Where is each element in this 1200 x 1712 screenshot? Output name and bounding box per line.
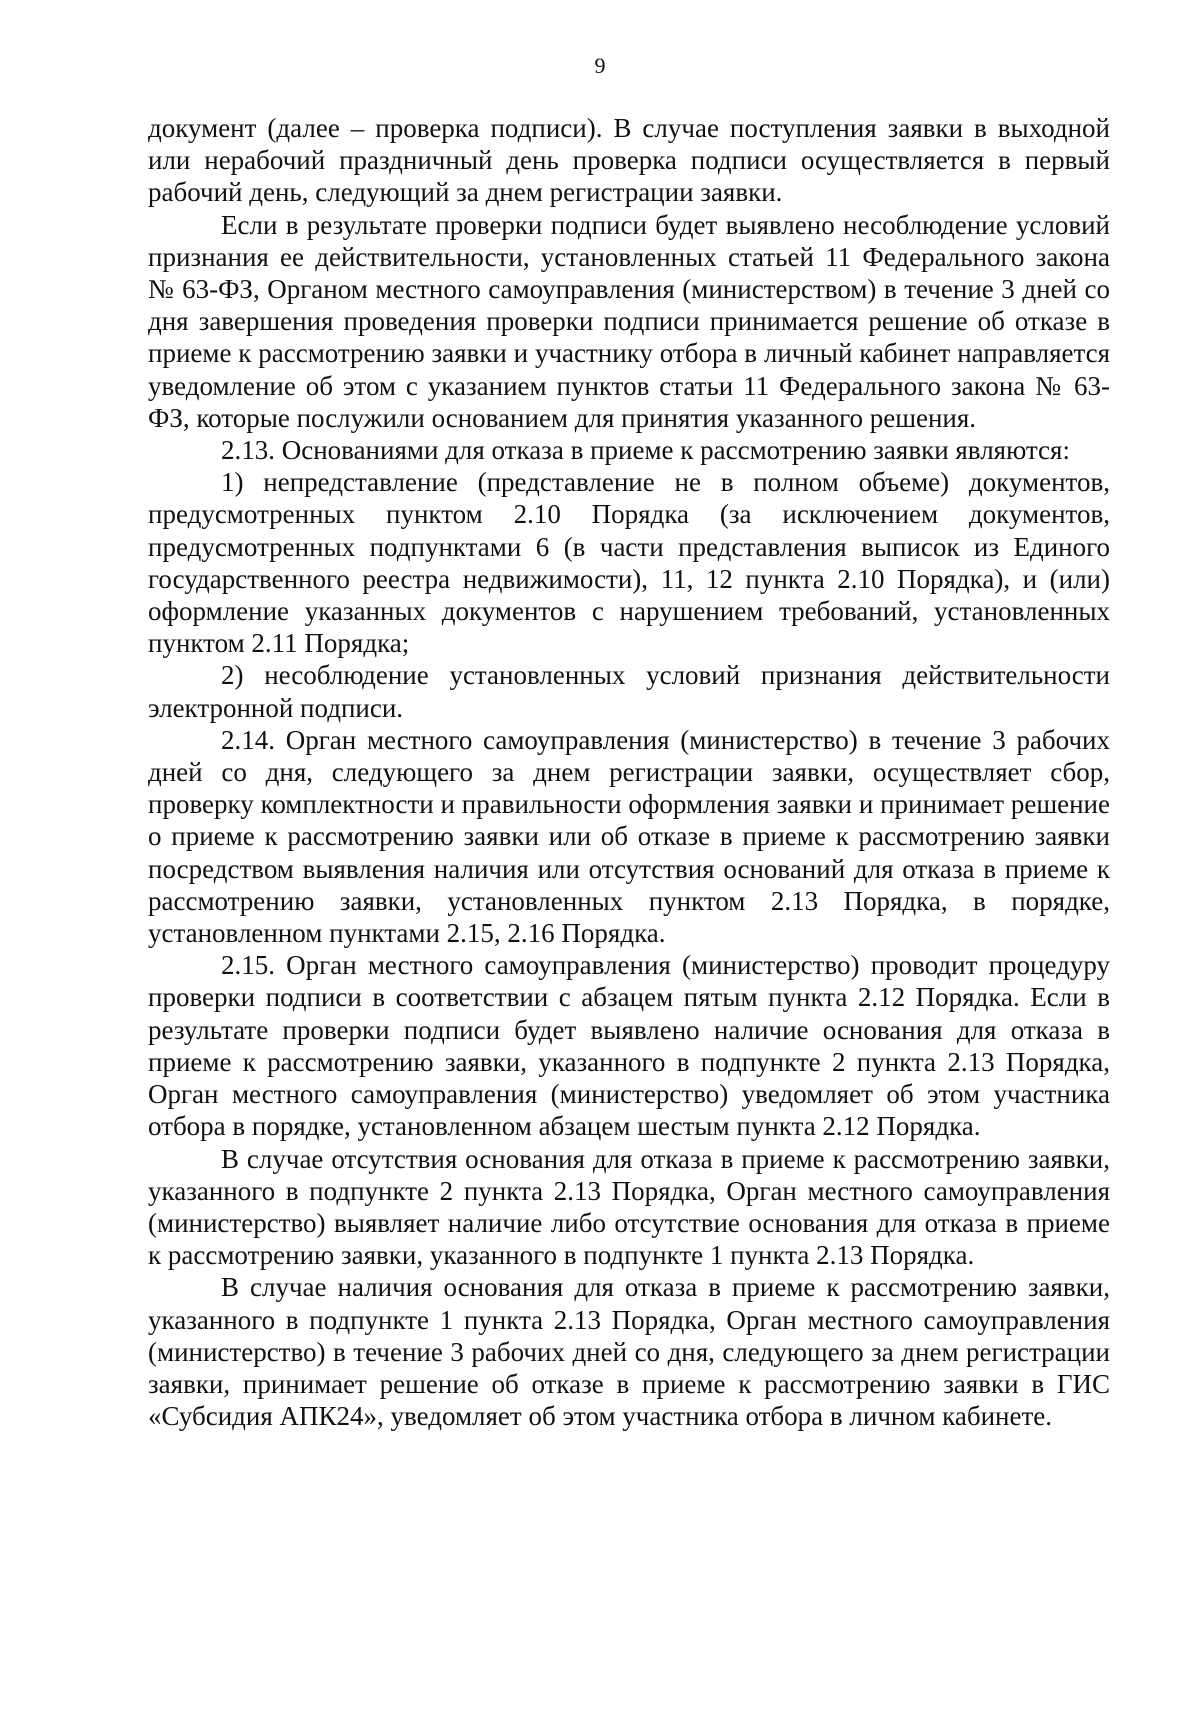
paragraph-signature-check-continuation: документ (далее – проверка подписи). В случае поступления заявки в выходной или нерабочий праздничный день проверка подписи осуществляется в первый рабочий день, следующий за днем регистрации заявки. — [148, 113, 1110, 208]
paragraph-2-13-item-1: 1) непредставление (представление не в полном объеме) документов, предусмотренных пунктом 2.10 Порядка (за исключением документов, предусмотренных подпунктами 6 (в части представления выписок из Единого государственного реестра недвижимости), 11, 12 пункта 2.10 Порядка), и (или) оформление указанных документов с нарушением требований, установленных пунктом 2.11 Порядка; — [148, 467, 1110, 659]
paragraph-signature-invalid: Если в результате проверки подписи будет выявлено несоблюдение условий признания ее действительности, установленных статьей 11 Федерального закона № 63-ФЗ, Органом местного самоуправления (министерством) в течение 3 дней со дня завершения проведения проверки подписи принимается решение об отказе в приеме к рассмотрению заявки и участнику отбора в личный кабинет направляется уведомление об этом с указанием пунктов статьи 11 Федерального закона № 63-ФЗ, которые послужили основанием для принятия указанного решения. — [148, 209, 1110, 433]
paragraph-2-15: 2.15. Орган местного самоуправления (министерство) проводит процедуру проверки подписи в соответствии с абзацем пятым пункта 2.12 Порядка. Если в результате проверки подписи будет выявлено наличие основания для отказа в приеме к рассмотрению заявки, указанного в подпункте 2 пункта 2.13 Порядка, Орган местного самоуправления (министерство) уведомляет об этом участника отбора в порядке, установленном абзацем шестым пункта 2.12 Порядка. — [148, 950, 1110, 1142]
paragraph-2-13-item-2: 2) несоблюдение установленных условий признания действительности электронной подписи. — [148, 660, 1110, 723]
paragraph-no-grounds: В случае отсутствия основания для отказа в приеме к рассмотрению заявки, указанного в подпункте 2 пункта 2.13 Порядка, Орган местного самоуправления (министерство) выявляет наличие либо отсутствие основания для отказа в приеме к рассмотрению заявки, указанного в подпункте 1 пункта 2.13 Порядка. — [148, 1143, 1110, 1271]
paragraph-grounds-present: В случае наличия основания для отказа в приеме к рассмотрению заявки, указанного в подпункте 1 пункта 2.13 Порядка, Орган местного самоуправления (министерство) в течение 3 рабочих дней со дня, следующего за днем регистрации заявки, принимает решение об отказе в приеме к рассмотрению заявки в ГИС «Субсидия АПК24», уведомляет об этом участника отбора в личном кабинете. — [148, 1272, 1110, 1432]
paragraph-2-14: 2.14. Орган местного самоуправления (министерство) в течение 3 рабочих дней со дня, следующего за днем регистрации заявки, осуществляет сбор, проверку комплектности и правильности оформления заявки и принимает решение о приеме к рассмотрению заявки или об отказе в приеме к рассмотрению заявки посредством выявления наличия или отсутствия оснований для отказа в приеме к рассмотрению заявки, установленных пунктом 2.13 Порядка, в порядке, установленном пунктами 2.15, 2.16 Порядка. — [148, 724, 1110, 949]
page-number: 9 — [594, 53, 606, 78]
paragraph-2-13-heading: 2.13. Основаниями для отказа в приеме к рассмотрению заявки являются: — [221, 435, 1070, 466]
document-body — [148, 112, 1110, 1432]
